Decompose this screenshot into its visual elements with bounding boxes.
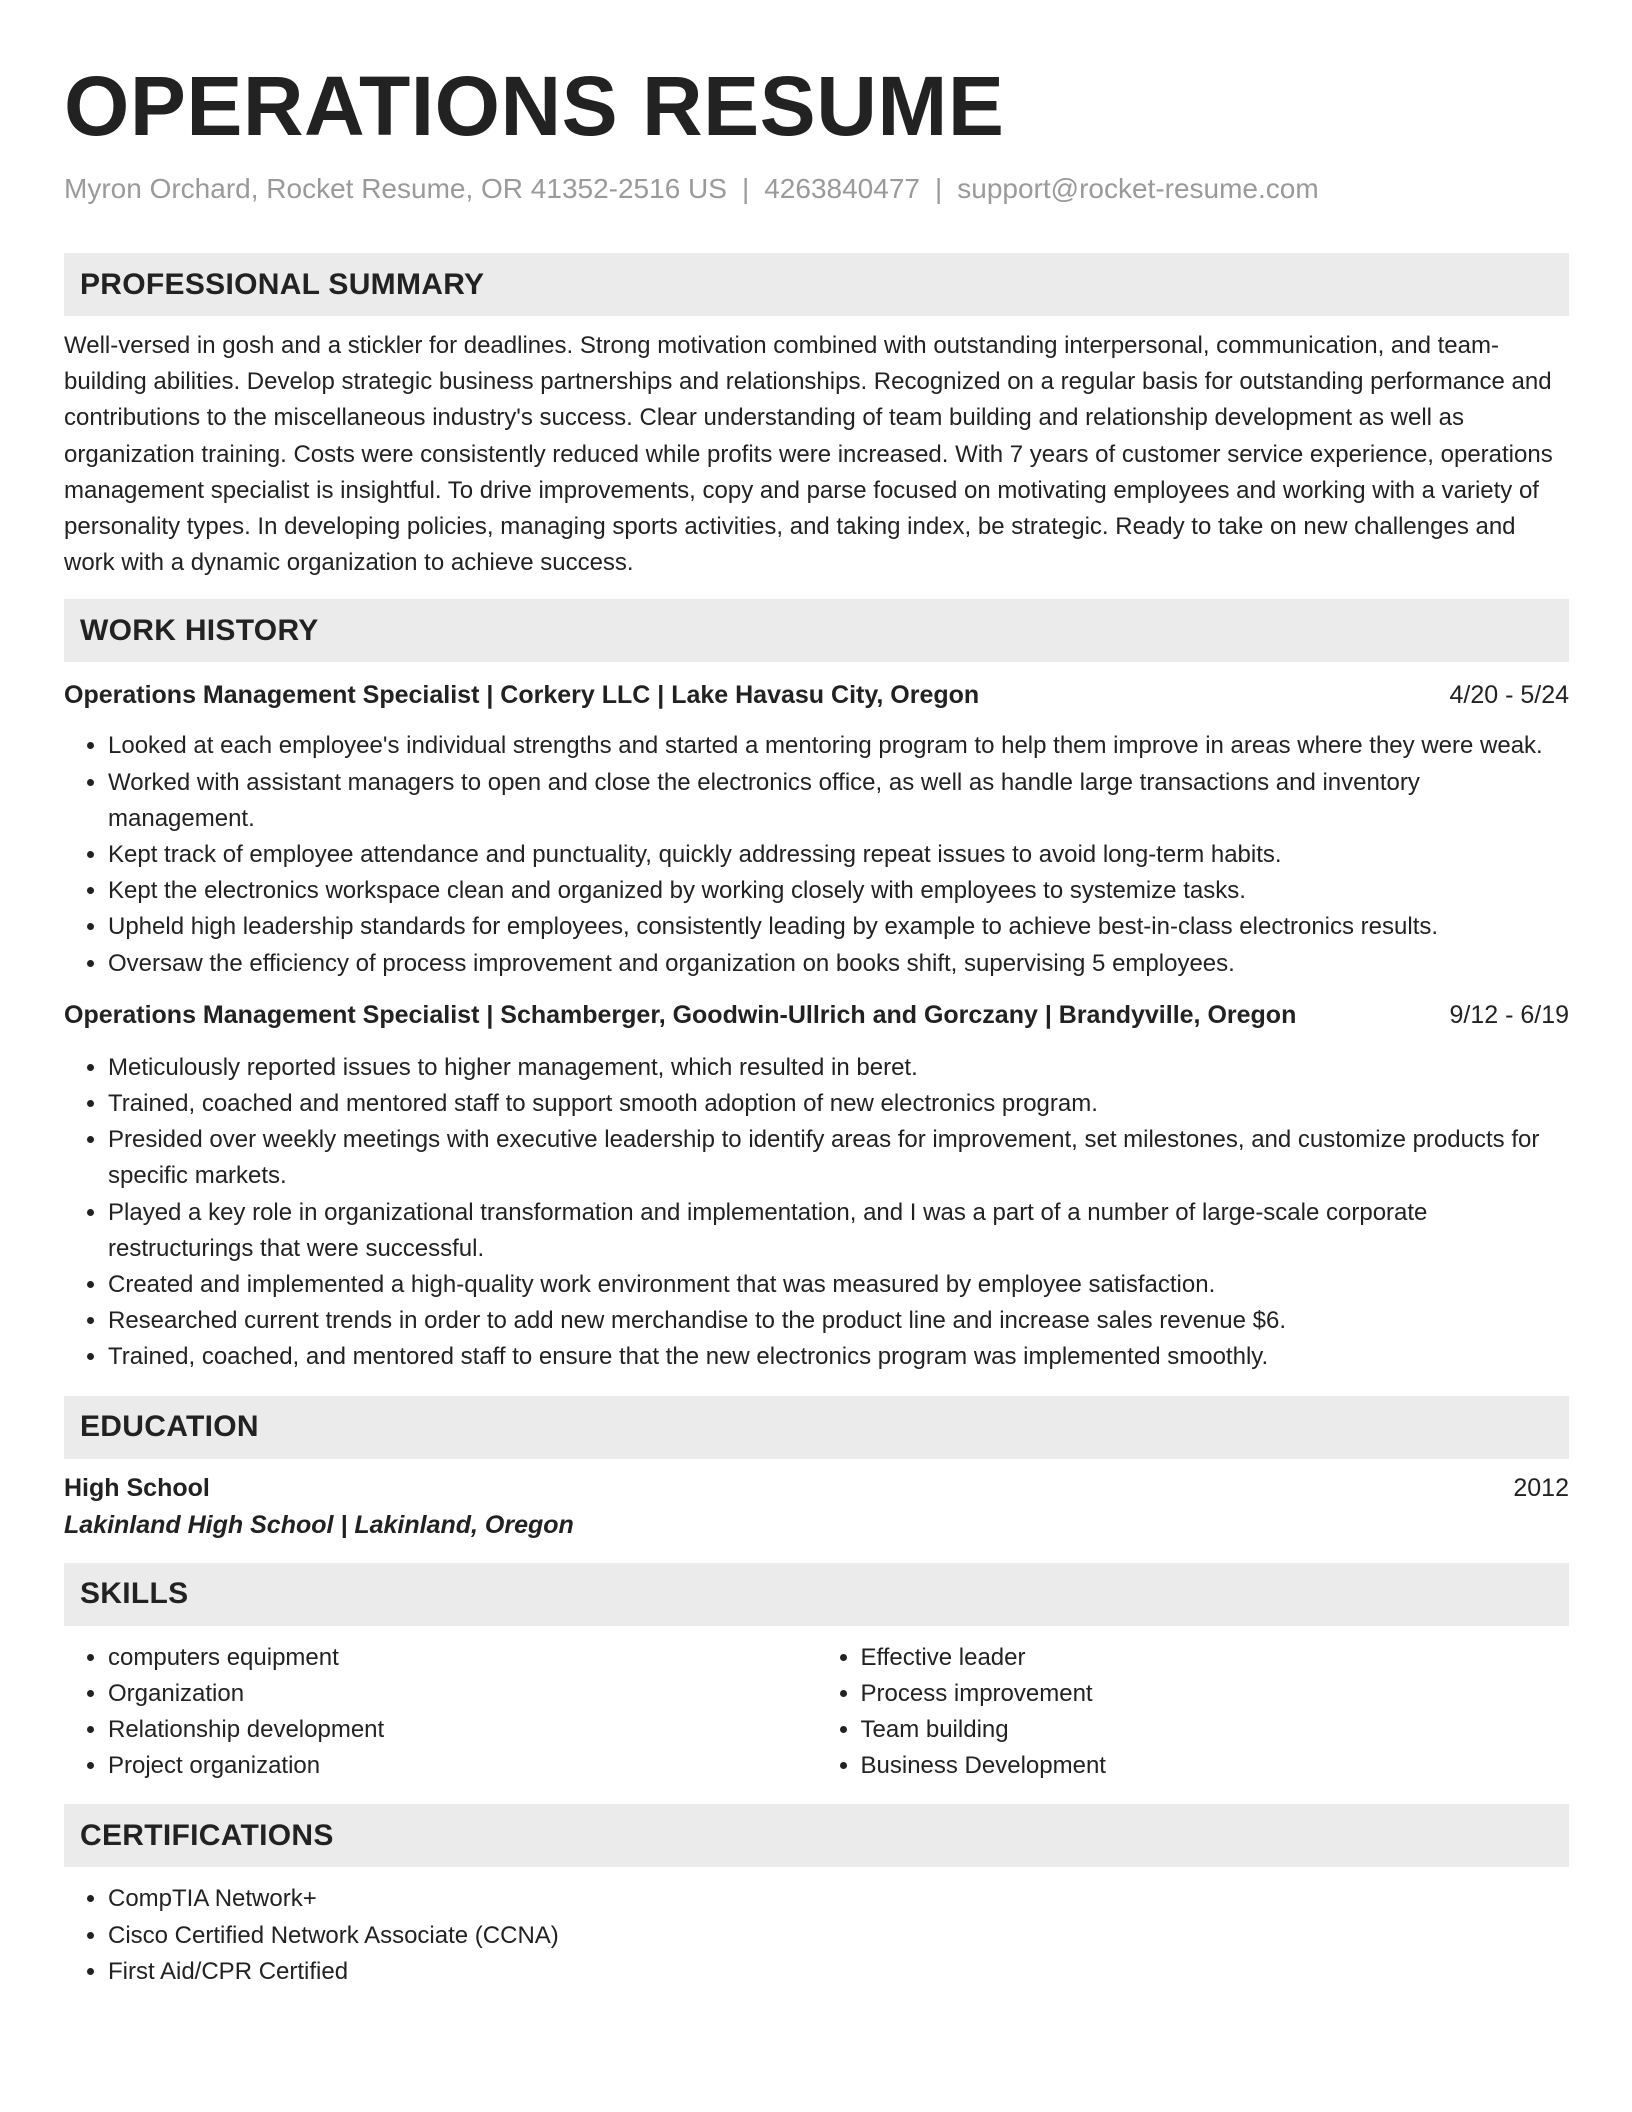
job-bullet: • Created and implemented a high-quality work environment that was measured by employee satisfaction. [108, 1267, 1569, 1303]
job-bullet: • Kept the electronics workspace clean and organized by working closely with employees to systemize tasks. [108, 873, 1569, 909]
education-degree: High School [64, 1473, 210, 1502]
job-dates: 9/12 - 6/19 [1449, 1000, 1569, 1029]
job-title: Operations Management Specialist | Corkery LLC | Lake Havasu City, Oregon [64, 681, 980, 710]
skills-column-right [817, 1640, 1570, 1785]
job-bullet: • Played a key role in organizational transformation and implementation, and I was a part of a number of large-scale corporate restructurings that were successful. [108, 1195, 1569, 1267]
job-entry [64, 997, 1569, 1376]
contact-phone: 4263840477 [764, 173, 920, 204]
skill-item: • Effective leader [861, 1640, 1570, 1676]
contact-separator: | [934, 173, 943, 204]
education-header [64, 1470, 1569, 1506]
section-heading-certifications: CERTIFICATIONS [64, 1804, 1569, 1867]
certification-item: • CompTIA Network+ [108, 1881, 1569, 1917]
certifications-list [64, 1881, 1569, 1990]
skill-item: • Process improvement [861, 1676, 1570, 1712]
job-entry [64, 677, 1569, 981]
job-bullet: • Kept track of employee attendance and punctuality, quickly addressing repeat issues to avoid long-term habits. [108, 837, 1569, 873]
skill-item: • Project organization [108, 1748, 817, 1784]
section-heading-skills: SKILLS [64, 1563, 1569, 1626]
job-bullet: • Upheld high leadership standards for employees, consistently leading by example to achieve best-in-class electronics results. [108, 909, 1569, 945]
job-title: Operations Management Specialist | Schamberger, Goodwin-Ullrich and Gorczany | Brandyville, Oregon [64, 1000, 1297, 1029]
education-entry [64, 1470, 1569, 1544]
job-dates: 4/20 - 5/24 [1449, 681, 1569, 710]
skill-item: • Organization [108, 1676, 817, 1712]
job-header [64, 997, 1569, 1033]
section-heading-education: EDUCATION [64, 1396, 1569, 1459]
job-bullet: • Trained, coached, and mentored staff to ensure that the new electronics program was implemented smoothly. [108, 1339, 1569, 1375]
certification-item: • First Aid/CPR Certified [108, 1954, 1569, 1990]
skills-grid [64, 1640, 1569, 1785]
job-bullet: • Researched current trends in order to add new merchandise to the product line and increase sales revenue $6. [108, 1303, 1569, 1339]
skill-item: • Team building [861, 1712, 1570, 1748]
section-heading-work-history: WORK HISTORY [64, 599, 1569, 662]
job-bullet: • Trained, coached and mentored staff to support smooth adoption of new electronics program. [108, 1086, 1569, 1122]
resume-title: OPERATIONS RESUME [64, 59, 1005, 153]
summary-text: Well-versed in gosh and a stickler for deadlines. Strong motivation combined with outstanding interpersonal, communication, and team-building abilities. Develop strategic business partnerships and relationships. Recognized on a regular basis for outstanding performance and contributions to the miscellaneous industry's success. Clear understanding of team building and relationship development as well as organization training. Costs were consistently reduced while profits were increased. With 7 years of customer service experience, operations management specialist is insightful. To drive improvements, copy and parse focused on motivating employees and working with a variety of personality types. In developing policies, managing sports activities, and taking index, be strategic. Ready to take on new challenges and work with a dynamic organization to achieve success. [64, 332, 1553, 577]
contact-address: Myron Orchard, Rocket Resume, OR 41352-2516 US [64, 173, 727, 204]
skills-column-left [64, 1640, 817, 1785]
job-bullet: • Presided over weekly meetings with executive leadership to identify areas for improvement, set milestones, and customize products for specific markets. [108, 1122, 1569, 1194]
job-bullet: • Worked with assistant managers to open and close the electronics office, as well as handle large transactions and inventory management. [108, 765, 1569, 837]
skill-item: • Business Development [861, 1748, 1570, 1784]
certification-item: • Cisco Certified Network Associate (CCNA) [108, 1918, 1569, 1954]
contact-separator: | [741, 173, 750, 204]
job-bullet: • Looked at each employee's individual strengths and started a mentoring program to help them improve in areas where they were weak. [108, 728, 1569, 764]
job-bullets [64, 728, 1569, 981]
job-header [64, 677, 1569, 713]
job-bullets [64, 1050, 1569, 1376]
education-school: Lakinland High School | Lakinland, Oregon [64, 1510, 574, 1539]
skill-item: • Relationship development [108, 1712, 817, 1748]
education-year: 2012 [1513, 1473, 1569, 1502]
job-bullet: • Meticulously reported issues to higher management, which resulted in beret. [108, 1050, 1569, 1086]
section-heading-summary: PROFESSIONAL SUMMARY [64, 253, 1569, 316]
job-bullet: • Oversaw the efficiency of process improvement and organization on books shift, supervising 5 employees. [108, 946, 1569, 982]
skill-item: • computers equipment [108, 1640, 817, 1676]
contact-email: support@rocket-resume.com [957, 173, 1319, 204]
contact-line [64, 171, 1569, 207]
